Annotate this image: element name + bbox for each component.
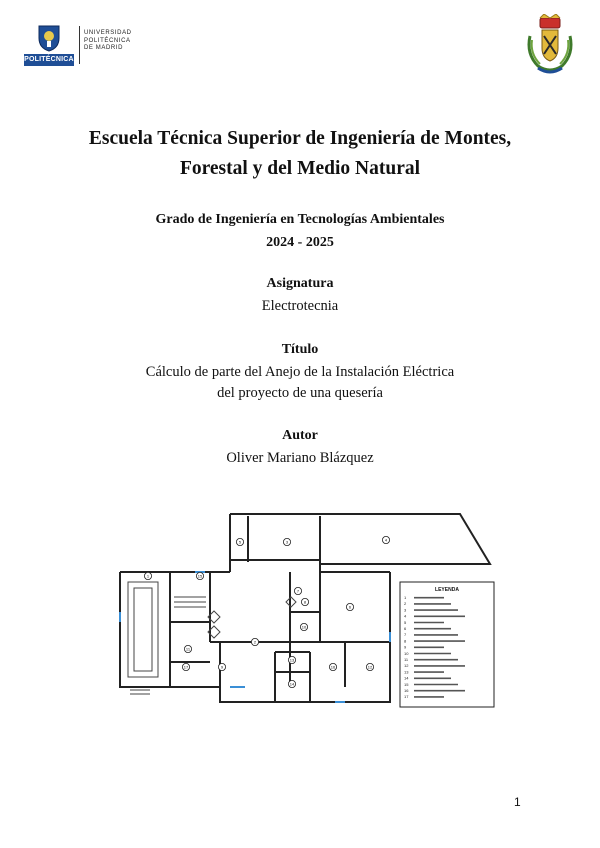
svg-text:4: 4 — [384, 537, 388, 543]
legend-item-14: 14 — [404, 675, 409, 681]
legend-item-16: 16 — [404, 688, 409, 693]
svg-text:7: 7 — [296, 588, 300, 594]
legend-item-4: 4 — [404, 613, 407, 619]
legend-item-7: 7 — [404, 632, 407, 638]
svg-text:1: 1 — [146, 573, 150, 579]
svg-text:14: 14 — [289, 681, 295, 687]
legend-item-3: 3 — [404, 607, 407, 613]
room-marker-2 — [251, 638, 258, 645]
legend-item-5: 5 — [404, 619, 407, 625]
svg-text:6: 6 — [348, 604, 352, 610]
room-marker-3 — [283, 538, 290, 545]
upm-logo — [24, 24, 134, 68]
svg-text:16: 16 — [330, 664, 336, 670]
title-value — [0, 362, 600, 404]
subject-value: Electrotecnia — [261, 298, 339, 314]
plan-doors — [120, 572, 390, 702]
subject-heading: Asignatura — [266, 276, 334, 291]
legend-item-10: 10 — [404, 650, 409, 656]
school-name — [0, 124, 600, 184]
legend-item-12: 12 — [404, 663, 409, 669]
svg-text:12: 12 — [367, 664, 373, 670]
room-marker-13 — [288, 656, 295, 663]
room-marker-16 — [329, 663, 336, 670]
svg-text:15: 15 — [197, 573, 203, 579]
room-marker-15 — [196, 572, 203, 579]
title-heading: Título — [281, 342, 319, 357]
author-value: Oliver Mariano Blázquez — [226, 450, 374, 466]
legend-item-17: 17 — [404, 694, 409, 700]
svg-text:17: 17 — [183, 664, 189, 670]
room-marker-1 — [144, 572, 151, 579]
room-marker-17 — [182, 663, 189, 670]
room-marker-6 — [346, 603, 353, 610]
room-marker-7 — [294, 587, 301, 594]
legend-item-15: 15 — [404, 681, 409, 687]
room-marker-10 — [300, 623, 307, 630]
svg-text:5: 5 — [238, 539, 242, 545]
room-marker-14 — [288, 680, 295, 687]
svg-text:10: 10 — [301, 624, 307, 630]
legend-item-2: 2 — [404, 601, 407, 607]
degree-name: Grado de Ingeniería en Tecnologías Ambientales — [155, 212, 445, 227]
floor-plan-drawing — [100, 502, 500, 717]
title-line1: Cálculo de parte del Anejo de la Instalación Eléctrica — [145, 364, 455, 380]
svg-text:3: 3 — [285, 539, 289, 545]
school-name-line1: Escuela Técnica Superior de Ingeniería de Montes, — [88, 128, 512, 149]
university-name: UNIVERSIDAD POLITÉCNICA DE MADRID — [84, 30, 132, 51]
school-crest-icon — [524, 14, 576, 76]
svg-text:2: 2 — [253, 639, 257, 645]
plan-legend-box — [400, 582, 494, 707]
legend-item-6: 6 — [404, 626, 407, 631]
legend-item-8: 8 — [404, 638, 407, 644]
school-name-line2: Forestal y del Medio Natural — [179, 158, 421, 179]
legend-item-9: 9 — [404, 644, 407, 650]
room-marker-9 — [218, 663, 225, 670]
svg-text:8: 8 — [303, 599, 307, 605]
plan-details — [128, 582, 296, 694]
room-marker-11 — [184, 645, 191, 652]
logo-divider — [79, 26, 80, 64]
room-marker-8 — [301, 598, 308, 605]
page-number: 1 — [514, 795, 521, 809]
academic-year: 2024 - 2025 — [266, 235, 334, 250]
svg-text:9: 9 — [220, 664, 224, 670]
legend-item-11: 11 — [404, 657, 409, 662]
plan-legend-title: LEYENDA — [435, 587, 459, 593]
svg-text:11: 11 — [185, 646, 191, 652]
legend-item-1: 1 — [404, 595, 407, 600]
upm-seal-icon — [36, 24, 62, 52]
upm-bar-label: POLITÉCNICA — [24, 54, 74, 66]
author-heading: Autor — [282, 428, 318, 443]
room-marker-5 — [236, 538, 243, 545]
title-line2: del proyecto de una quesería — [217, 385, 383, 401]
legend-item-13: 13 — [404, 669, 409, 675]
degree-block — [0, 208, 600, 254]
svg-text:13: 13 — [289, 657, 295, 663]
room-marker-4 — [382, 536, 389, 543]
room-marker-12 — [366, 663, 373, 670]
